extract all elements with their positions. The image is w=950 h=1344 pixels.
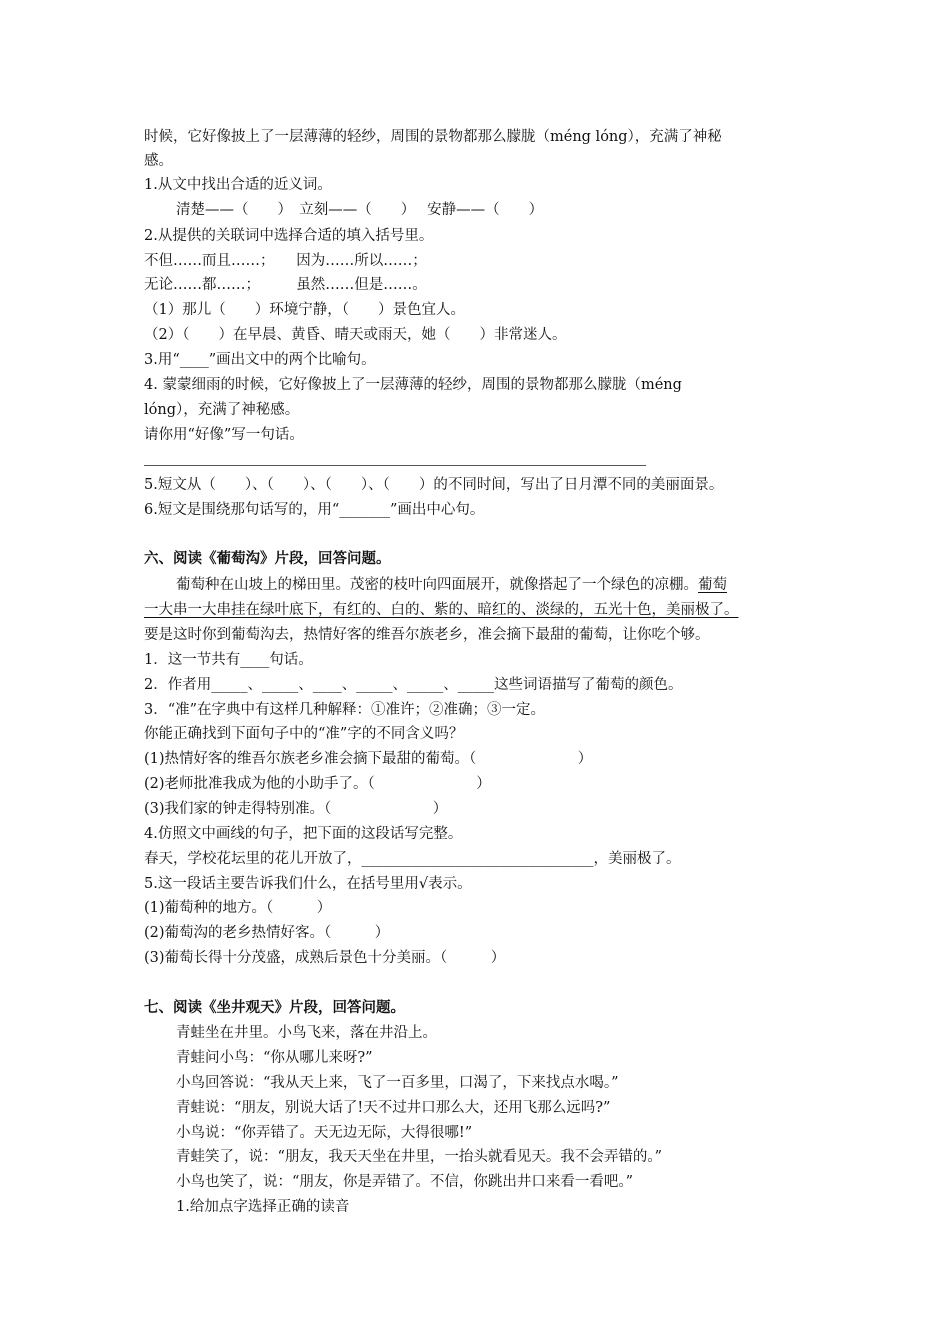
passage-text-line: 感。 <box>144 153 173 169</box>
passage-text-line: 小鸟说：“你弄错了。天无边无际，大得很哪!” <box>176 1125 473 1141</box>
question-3-item: (1)热情好客的维吾尔族老乡准会摘下最甜的葡萄。（ ） <box>144 751 593 767</box>
question-4: lóng），充满了神秘感。 <box>144 402 300 418</box>
synonym-blanks: 清楚——（ ） 立刻——（ ） 安静——（ ） <box>176 202 544 218</box>
question-3-item: (3)我们家的钟走得特别准。（ ） <box>144 801 448 817</box>
section-6-heading: 六、阅读《葡萄沟》片段，回答问题。 <box>144 550 391 567</box>
underlined-sentence: 一大串一大串挂在绿叶底下，有红的、白的、紫的、暗红的、淡绿的，五光十色，美丽极了。 <box>144 602 739 618</box>
passage-text-line: 青蛙坐在井里。小鸟飞来，落在井沿上。 <box>176 1025 437 1041</box>
passage-text: 葡萄种在山坡上的梯田里。茂密的枝叶向四面展开，就像搭起了一个绿色的凉棚。 <box>176 577 698 593</box>
question-1: 1.给加点字选择正确的读音 <box>176 1199 350 1215</box>
question-4-prompt: 请你用“好像”写一句话。 <box>144 427 304 443</box>
passage-text-line: 要是这时你到葡萄沟去，热情好客的维吾尔族老乡，准会摘下最甜的葡萄，让你吃个够。 <box>144 627 710 643</box>
question-3-prompt: 你能正确找到下面句子中的“准”字的不同含义吗？ <box>144 726 464 742</box>
question-5: 5.短文从（ ）、（ ）、（ ）、（ ）的不同时间，写出了日月潭不同的美丽面景。 <box>144 477 724 493</box>
underlined-sentence: 葡萄 <box>698 577 727 593</box>
section-7-heading: 七、阅读《坐井观天》片段，回答问题。 <box>144 999 405 1016</box>
question-5-item: (1)葡萄种的地方。（ ） <box>144 900 332 916</box>
question-4: 4.仿照文中画线的句子，把下面的这段话写完整。 <box>144 826 463 842</box>
passage-text-line <box>176 574 727 596</box>
question-4-sentence: 春天，学校花坛里的花儿开放了，________________________________，美丽极了。 <box>144 851 681 867</box>
passage-text-line: 小鸟回答说：“我从天上来，飞了一百多里，口渴了，下来找点水喝。” <box>176 1075 619 1091</box>
question-2: 2．作者用_____、_____、____、_____、_____、_____这些词语描写了葡萄的颜色。 <box>144 677 683 693</box>
conjunction-options: 不但……而且……； 因为……所以……； <box>144 253 427 269</box>
question-2-item: （2）（ ）在早晨、黄昏、晴天或雨天，她（ ）非常迷人。 <box>144 327 567 343</box>
question-3-item: (2)老师批准我成为他的小助手了。（ ） <box>144 776 491 792</box>
question-3: 3.用“____”画出文中的两个比喻句。 <box>144 352 376 368</box>
question-3: 3．“准”在字典中有这样几种解释：①准许；②准确；③一定。 <box>144 702 546 718</box>
passage-text-line: 青蛙问小鸟：“你从哪儿来呀?” <box>176 1050 373 1066</box>
passage-text-line: 青蛙说：“朋友，别说大话了!天不过井口那么大，还用飞那么远吗?” <box>176 1100 611 1116</box>
conjunction-options: 无论……都……； 虽然……但是……。 <box>144 277 427 293</box>
passage-text-line: 青蛙笑了，说：“朋友，我天天坐在井里，一抬头就看见天。我不会弄错的。” <box>176 1149 663 1165</box>
question-6: 6.短文是围绕那句话写的，用“_______”画出中心句。 <box>144 502 485 518</box>
question-2: 2.从提供的关联词中选择合适的填入括号里。 <box>144 228 434 244</box>
question-5: 5.这一段话主要告诉我们什么，在括号里用√表示。 <box>144 876 472 892</box>
question-1: 1．这一节共有____句话。 <box>144 652 313 668</box>
question-1: 1.从文中找出合适的近义词。 <box>144 177 332 193</box>
passage-text-line: 时候，它好像披上了一层薄薄的轻纱，周围的景物都那么朦胧（méng lóng），充满了神秘 <box>144 129 722 145</box>
passage-text-line: 小鸟也笑了，说：“朋友，你是弄错了。不信，你跳出井口来看一看吧。” <box>176 1174 634 1190</box>
question-5-item: (3)葡萄长得十分茂盛，成熟后景色十分美丽。（ ） <box>144 950 506 966</box>
question-5-item: (2)葡萄沟的老乡热情好客。（ ） <box>144 925 390 941</box>
answer-line <box>144 465 646 466</box>
question-2-item: （1）那儿（ ）环境宁静，（ ）景色宜人。 <box>144 302 465 318</box>
question-4: 4. 蒙蒙细雨的时候，它好像披上了一层薄薄的轻纱，周围的景物都那么朦胧（méng <box>144 377 682 393</box>
